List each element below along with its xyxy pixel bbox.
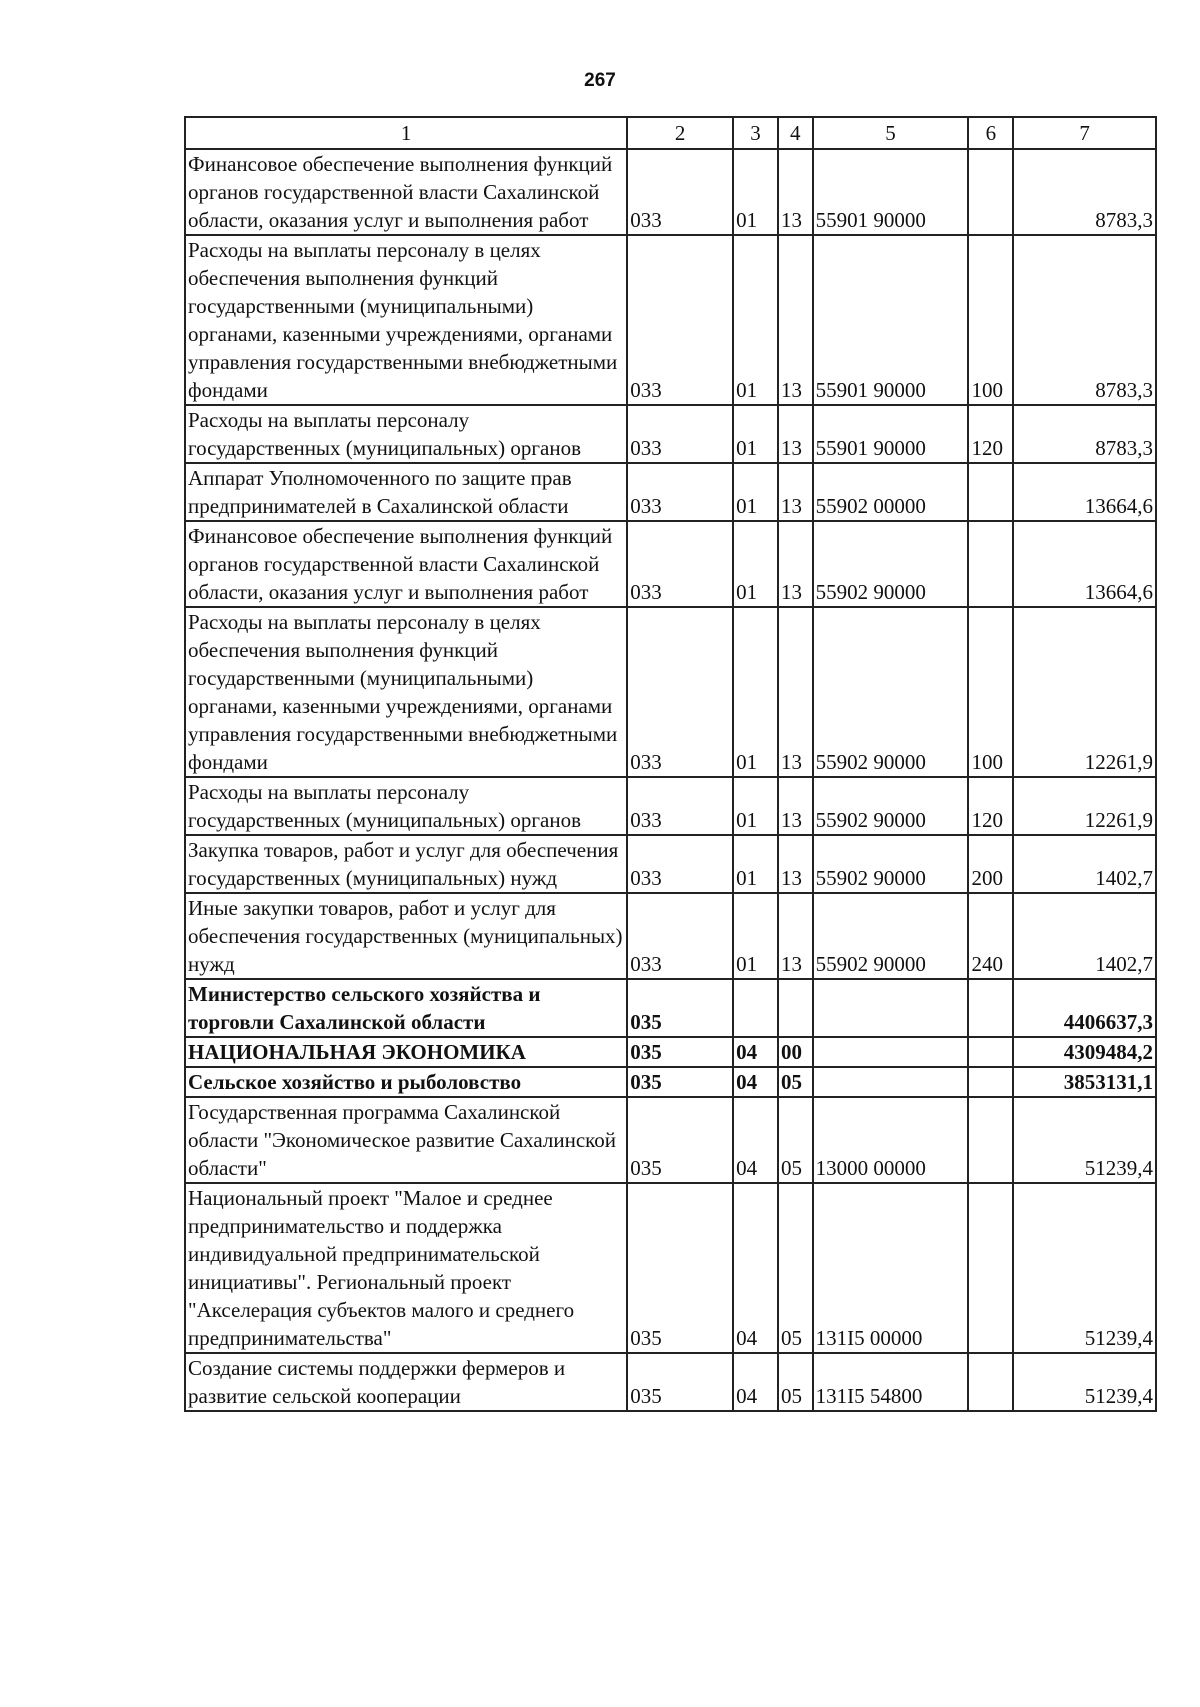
row-section-code: 01 xyxy=(733,777,778,835)
row-name: Национальный проект "Малое и среднее предпринимательство и поддержка индивидуальной предпринимательской инициативы". Региональный проект "Акселерация субъектов малого и среднего предпринимательства" xyxy=(185,1183,627,1353)
table-row xyxy=(185,607,1156,777)
table-row xyxy=(185,835,1156,893)
row-ministry-code: 035 xyxy=(627,1067,733,1097)
row-expense-type-code: 240 xyxy=(968,893,1013,979)
row-amount: 4406637,3 xyxy=(1013,979,1156,1037)
row-ministry-code: 035 xyxy=(627,1353,733,1411)
table-row xyxy=(185,1183,1156,1353)
row-amount: 13664,6 xyxy=(1013,521,1156,607)
row-name: Государственная программа Сахалинской области "Экономическое развитие Сахалинской области" xyxy=(185,1097,627,1183)
row-target-code: 55901 90000 xyxy=(813,149,969,235)
row-expense-type-code xyxy=(968,149,1013,235)
row-target-code: 55902 90000 xyxy=(813,607,969,777)
header-col-6: 6 xyxy=(968,117,1013,149)
row-name: Иные закупки товаров, работ и услуг для обеспечения государственных (муниципальных) нужд xyxy=(185,893,627,979)
table-row xyxy=(185,521,1156,607)
row-subsection-code: 13 xyxy=(778,777,813,835)
row-amount: 51239,4 xyxy=(1013,1097,1156,1183)
table-row xyxy=(185,149,1156,235)
row-section-code xyxy=(733,979,778,1037)
row-amount: 12261,9 xyxy=(1013,607,1156,777)
row-name: Расходы на выплаты персоналу в целях обеспечения выполнения функций государственными (муниципальными) органами, казенными учреждениями, органами управления государственными внебюджетными фондами xyxy=(185,607,627,777)
table-row xyxy=(185,1097,1156,1183)
row-ministry-code: 033 xyxy=(627,777,733,835)
row-section-code: 01 xyxy=(733,893,778,979)
row-amount: 8783,3 xyxy=(1013,149,1156,235)
row-subsection-code: 13 xyxy=(778,893,813,979)
row-expense-type-code: 100 xyxy=(968,607,1013,777)
table-row xyxy=(185,235,1156,405)
row-name: Расходы на выплаты персоналу государственных (муниципальных) органов xyxy=(185,777,627,835)
row-amount: 4309484,2 xyxy=(1013,1037,1156,1067)
header-col-4: 4 xyxy=(778,117,813,149)
row-name: Создание системы поддержки фермеров и развитие сельской кооперации xyxy=(185,1353,627,1411)
row-section-code: 04 xyxy=(733,1037,778,1067)
row-subsection-code xyxy=(778,979,813,1037)
row-name: НАЦИОНАЛЬНАЯ ЭКОНОМИКА xyxy=(185,1037,627,1067)
header-col-3: 3 xyxy=(733,117,778,149)
table-row xyxy=(185,893,1156,979)
header-row xyxy=(185,117,1156,149)
row-section-code: 01 xyxy=(733,405,778,463)
row-name: Расходы на выплаты персоналу в целях обеспечения выполнения функций государственными (муниципальными) органами, казенными учреждениями, органами управления государственными внебюджетными фондами xyxy=(185,235,627,405)
row-amount: 51239,4 xyxy=(1013,1183,1156,1353)
row-target-code xyxy=(813,1067,969,1097)
row-target-code: 131I5 00000 xyxy=(813,1183,969,1353)
row-ministry-code: 033 xyxy=(627,893,733,979)
row-amount: 13664,6 xyxy=(1013,463,1156,521)
table-row xyxy=(185,1067,1156,1097)
row-section-code: 01 xyxy=(733,607,778,777)
row-expense-type-code xyxy=(968,521,1013,607)
row-expense-type-code xyxy=(968,1097,1013,1183)
row-amount: 51239,4 xyxy=(1013,1353,1156,1411)
row-subsection-code: 13 xyxy=(778,835,813,893)
table-row xyxy=(185,463,1156,521)
header-col-1: 1 xyxy=(185,117,627,149)
row-amount: 8783,3 xyxy=(1013,405,1156,463)
row-subsection-code: 13 xyxy=(778,607,813,777)
row-ministry-code: 033 xyxy=(627,149,733,235)
row-target-code: 55901 90000 xyxy=(813,235,969,405)
row-subsection-code: 13 xyxy=(778,405,813,463)
header-col-2: 2 xyxy=(627,117,733,149)
row-amount: 3853131,1 xyxy=(1013,1067,1156,1097)
row-section-code: 01 xyxy=(733,835,778,893)
row-expense-type-code xyxy=(968,979,1013,1037)
row-ministry-code: 033 xyxy=(627,405,733,463)
row-ministry-code: 033 xyxy=(627,521,733,607)
row-section-code: 04 xyxy=(733,1097,778,1183)
row-target-code: 55902 00000 xyxy=(813,463,969,521)
row-amount: 12261,9 xyxy=(1013,777,1156,835)
table-row xyxy=(185,777,1156,835)
row-section-code: 01 xyxy=(733,149,778,235)
table-row xyxy=(185,1353,1156,1411)
row-ministry-code: 033 xyxy=(627,835,733,893)
row-subsection-code: 05 xyxy=(778,1067,813,1097)
row-section-code: 01 xyxy=(733,521,778,607)
row-expense-type-code xyxy=(968,1067,1013,1097)
row-name: Финансовое обеспечение выполнения функций органов государственной власти Сахалинской области, оказания услуг и выполнения работ xyxy=(185,149,627,235)
row-expense-type-code xyxy=(968,463,1013,521)
row-section-code: 04 xyxy=(733,1067,778,1097)
budget-table xyxy=(184,116,1157,1412)
row-subsection-code: 00 xyxy=(778,1037,813,1067)
row-name: Сельское хозяйство и рыболовство xyxy=(185,1067,627,1097)
row-target-code xyxy=(813,979,969,1037)
row-subsection-code: 13 xyxy=(778,521,813,607)
row-ministry-code: 035 xyxy=(627,1037,733,1067)
row-subsection-code: 13 xyxy=(778,149,813,235)
row-target-code: 13000 00000 xyxy=(813,1097,969,1183)
row-expense-type-code: 200 xyxy=(968,835,1013,893)
row-ministry-code: 033 xyxy=(627,463,733,521)
row-target-code: 131I5 54800 xyxy=(813,1353,969,1411)
row-ministry-code: 035 xyxy=(627,1097,733,1183)
row-section-code: 01 xyxy=(733,235,778,405)
row-target-code: 55901 90000 xyxy=(813,405,969,463)
row-name: Закупка товаров, работ и услуг для обеспечения государственных (муниципальных) нужд xyxy=(185,835,627,893)
row-section-code: 01 xyxy=(733,463,778,521)
row-subsection-code: 05 xyxy=(778,1183,813,1353)
page-number: 267 xyxy=(584,70,616,91)
row-target-code: 55902 90000 xyxy=(813,835,969,893)
row-target-code: 55902 90000 xyxy=(813,521,969,607)
row-expense-type-code xyxy=(968,1353,1013,1411)
table-row xyxy=(185,979,1156,1037)
row-name: Аппарат Уполномоченного по защите прав предпринимателей в Сахалинской области xyxy=(185,463,627,521)
row-ministry-code: 033 xyxy=(627,235,733,405)
row-expense-type-code xyxy=(968,1037,1013,1067)
row-expense-type-code xyxy=(968,1183,1013,1353)
header-col-7: 7 xyxy=(1013,117,1156,149)
row-name: Министерство сельского хозяйства и торговли Сахалинской области xyxy=(185,979,627,1037)
row-expense-type-code: 120 xyxy=(968,405,1013,463)
row-ministry-code: 035 xyxy=(627,1183,733,1353)
row-name: Расходы на выплаты персоналу государственных (муниципальных) органов xyxy=(185,405,627,463)
row-expense-type-code: 100 xyxy=(968,235,1013,405)
row-subsection-code: 13 xyxy=(778,463,813,521)
row-section-code: 04 xyxy=(733,1353,778,1411)
row-subsection-code: 05 xyxy=(778,1097,813,1183)
table-row xyxy=(185,405,1156,463)
row-name: Финансовое обеспечение выполнения функций органов государственной власти Сахалинской области, оказания услуг и выполнения работ xyxy=(185,521,627,607)
row-section-code: 04 xyxy=(733,1183,778,1353)
row-subsection-code: 13 xyxy=(778,235,813,405)
row-amount: 1402,7 xyxy=(1013,893,1156,979)
row-target-code: 55902 90000 xyxy=(813,893,969,979)
row-amount: 8783,3 xyxy=(1013,235,1156,405)
row-subsection-code: 05 xyxy=(778,1353,813,1411)
row-amount: 1402,7 xyxy=(1013,835,1156,893)
table-row xyxy=(185,1037,1156,1067)
header-col-5: 5 xyxy=(813,117,969,149)
row-target-code xyxy=(813,1037,969,1067)
row-expense-type-code: 120 xyxy=(968,777,1013,835)
row-ministry-code: 033 xyxy=(627,607,733,777)
row-ministry-code: 035 xyxy=(627,979,733,1037)
row-target-code: 55902 90000 xyxy=(813,777,969,835)
